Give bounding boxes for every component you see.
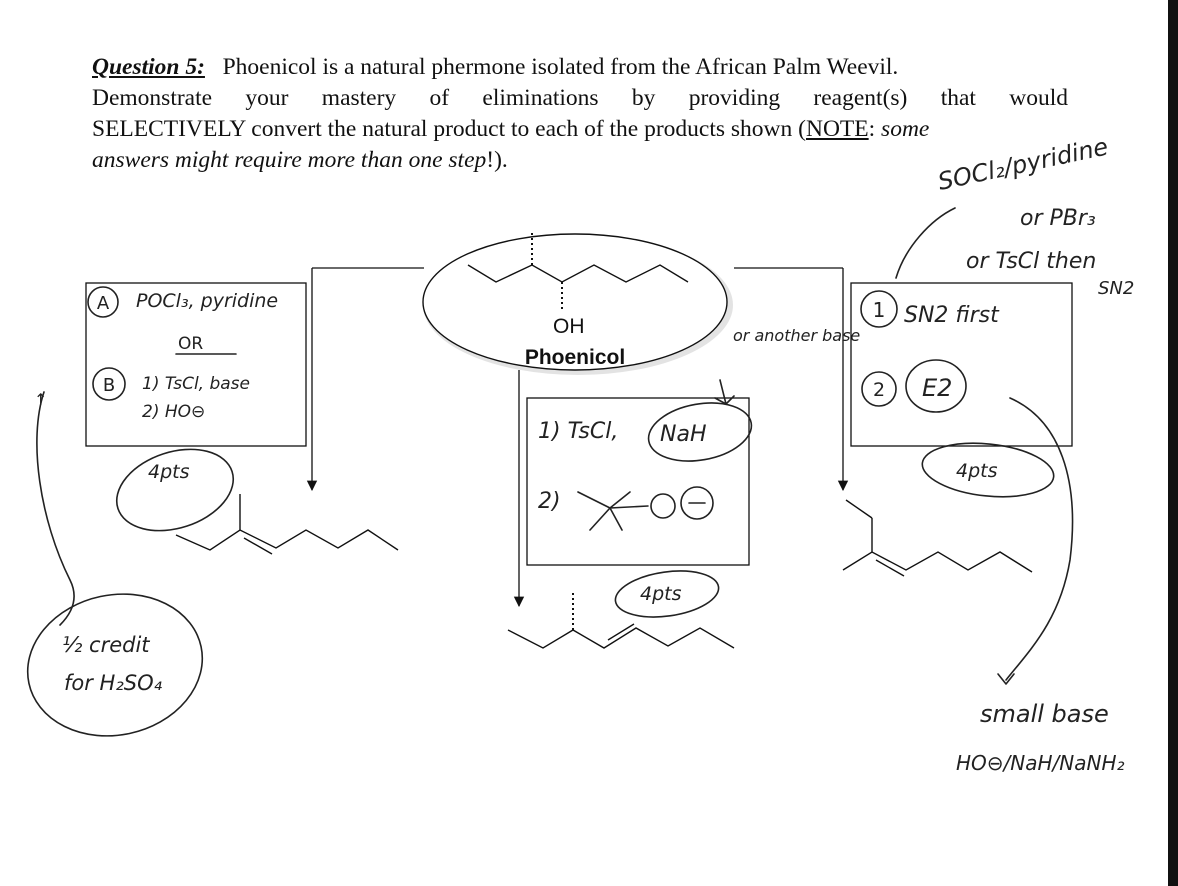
- right-points: 4pts: [956, 460, 998, 482]
- middle-reagent: NaH: [660, 422, 707, 447]
- half-credit-circle: [14, 578, 215, 752]
- right-note-line4: SN2: [1098, 278, 1135, 299]
- left-annotation-mark: ↑: [34, 390, 48, 409]
- left-arrow: [312, 268, 424, 490]
- phoenicol-name: Phoenicol: [524, 346, 626, 369]
- left-annotation-arrow: [37, 392, 74, 625]
- middle-step2: 2): [538, 489, 561, 514]
- left-points-circle: [106, 435, 244, 544]
- question-line-4-end: !).: [486, 147, 508, 173]
- right-bottom-arrow: [1006, 398, 1073, 680]
- step2-text: E2: [922, 374, 953, 402]
- right-product-structure: [843, 500, 1032, 576]
- middle-step1: 1) TsCl,: [538, 419, 619, 444]
- right-bottom-line2: HO⊖/NaH/NaNH₂: [956, 751, 1125, 775]
- left-product-structure: [176, 530, 398, 550]
- left-product-double-bond: [244, 538, 272, 554]
- step1-marker: 1: [872, 298, 886, 322]
- right-note-line3: or TsCl then: [966, 249, 1097, 274]
- left-points: 4pts: [148, 461, 190, 483]
- question-line-1-text: Phoenicol is a natural phermone isolated from the African Palm Weevil.: [222, 54, 899, 80]
- question-line-2: Demonstrate your mastery of eliminations by providing reagent(s) that would: [92, 85, 1068, 111]
- left-box-content: [88, 287, 278, 422]
- note-label: NOTE: [805, 116, 869, 142]
- tert-butoxide-drawing: [578, 487, 713, 530]
- question-line-3-text: SELECTIVELY convert the natural product to each of the products shown (: [92, 116, 806, 142]
- step2-marker: 2: [872, 379, 886, 401]
- note-italic-1: some: [881, 116, 930, 142]
- middle-note: or another base: [733, 326, 861, 345]
- or-text: OR: [178, 334, 204, 354]
- right-bottom-line1: small base: [980, 700, 1109, 728]
- step1-text: SN2 first: [904, 303, 999, 328]
- option-b-step1: 1) TsCl, base: [142, 374, 251, 394]
- oh-label: OH: [553, 315, 585, 338]
- middle-points: 4pts: [640, 583, 682, 605]
- half-credit-line1: ½ credit: [62, 633, 150, 657]
- right-note-line2: or PBr₃: [1020, 206, 1096, 231]
- question-label: Question 5:: [92, 54, 205, 80]
- middle-product-structure: [508, 628, 734, 648]
- note-colon: :: [868, 116, 882, 142]
- option-b-step2: 2) HO⊖: [142, 402, 206, 422]
- right-note-line1: SOCl₂/pyridine: [935, 132, 1111, 196]
- option-a-text: POCl₃, pyridine: [136, 290, 279, 312]
- middle-note-arrow: [715, 380, 734, 404]
- half-credit-line2: for H₂SO₄: [64, 671, 163, 695]
- right-note-arrow: [896, 208, 955, 278]
- marker-b: B: [102, 375, 116, 396]
- right-arrow: [734, 268, 843, 490]
- note-italic-2: answers might require more than one step: [92, 147, 487, 173]
- marker-a: A: [96, 293, 110, 314]
